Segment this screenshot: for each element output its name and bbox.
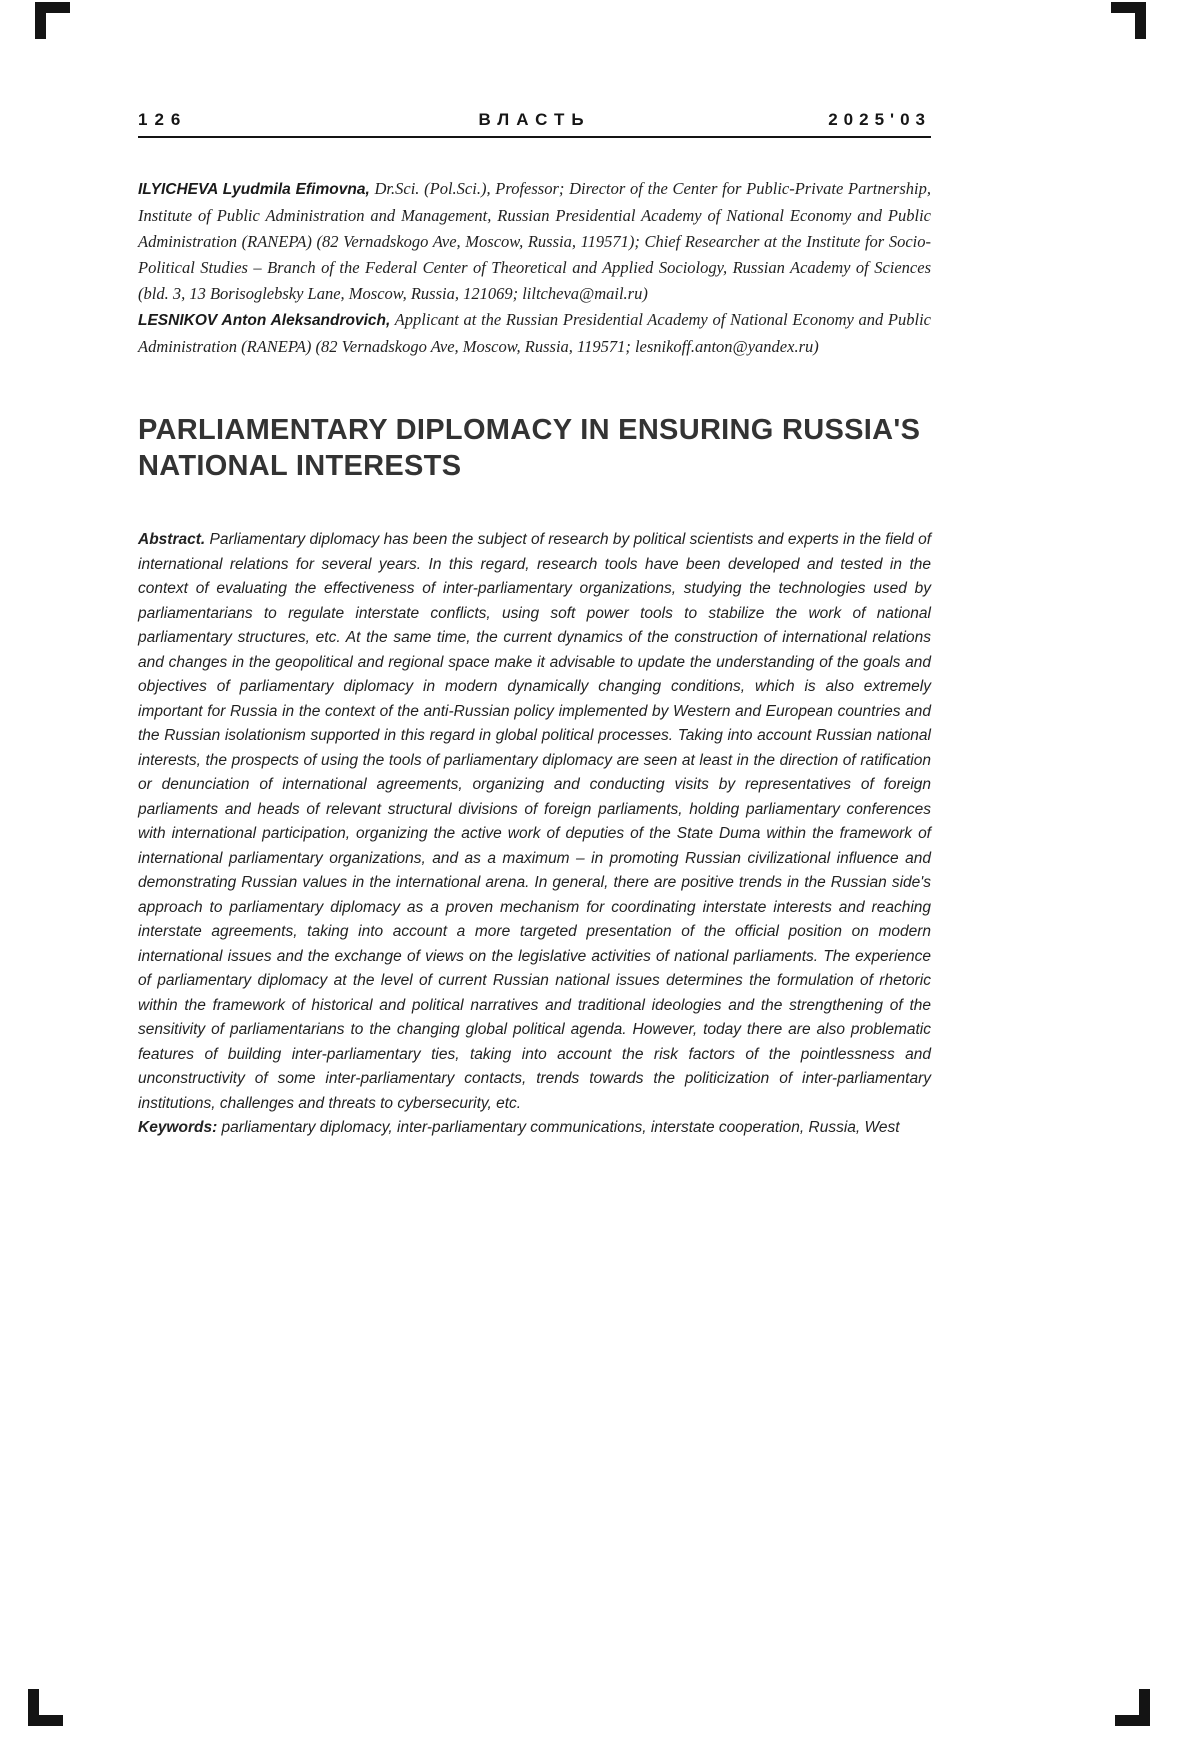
author-details: Dr.Sci. (Pol.Sci.), Professor; Director of the Center for Public-Private Partnership, Institute of Public Administration and Management, Russian Presidential Academy of National Economy and Public Administration (RANEPA) (82 Vernadskogo Ave, Moscow, Russia, 119571); Chief Researcher at the Institute for Socio-Political Studies – Branch of the Federal Center of Theoretical and Applied Sociology, Russian Academy of Sciences (bld. 3, 13 Borisoglebsky Lane, Moscow, Russia, 121069; liltcheva@mail.ru)	[138, 179, 931, 303]
author-details: Applicant at the Russian Presidential Academy of National Economy and Public Administration (RANEPA) (82 Vernadskogo Ave, Moscow, Russia, 119571; lesnikoff.anton@yandex.ru)	[138, 310, 931, 356]
page-content	[138, 0, 931, 1141]
author-paragraph	[138, 176, 931, 307]
crop-mark-top-right	[1111, 2, 1146, 39]
keywords-text: parliamentary diplomacy, inter-parliamentary communications, interstate cooperation, Russia, West	[217, 1119, 900, 1136]
running-head	[138, 110, 931, 130]
author-name: ILYICHEVA Lyudmila Efimovna,	[138, 181, 370, 198]
abstract-paragraph	[138, 528, 931, 1116]
journal-title: ВЛАСТЬ	[478, 110, 591, 129]
abstract-text: Parliamentary diplomacy has been the subject of research by political scientists and experts in the field of international relations for several years. In this regard, research tools have been developed and tested in the context of evaluating the effectiveness of inter-parliamentary organizations, studying the technologies used by parliamentarians to regulate interstate conflicts, using soft power tools to stabilize the work of national parliamentary structures, etc. At the same time, the current dynamics of the construction of international relations and changes in the geopolitical and regional space make it advisable to update the understanding of the goals and objectives of parliamentary diplomacy in modern dynamically changing conditions, which is also extremely important for Russia in the context of the anti-Russian policy implemented by Western and European countries and the Russian isolationism supported in this regard in global political processes. Taking into account Russian national interests, the prospects of using the tools of parliamentary diplomacy are seen at least in the direction of ratification or denunciation of international agreements, organizing and conducting visits by representatives of foreign parliaments and heads of relevant structural divisions of foreign parliaments, holding parliamentary conferences with international participation, organizing the active work of deputies of the State Duma within the framework of international parliamentary organizations, and as a maximum – in promoting Russian civilizational influence and demonstrating Russian values in the international arena. In general, there are positive trends in the Russian side's approach to parliamentary diplomacy as a proven mechanism for coordinating interstate interests and reaching interstate agreements, taking into account a more targeted presentation of the official position on modern international issues and the exchange of views on the legislative activities of national parliaments. The experience of parliamentary diplomacy at the level of current Russian national issues determines the formulation of rhetoric within the framework of historical and political narratives and traditional ideologies and the strengthening of the sensitivity of parliamentarians to the changing global political agenda. However, today there are also problematic features of building inter-parliamentary ties, taking into account the risk factors of the pointlessness and unconstructivity of some inter-parliamentary contacts, trends towards the politicization of inter-parliamentary institutions, challenges and threats to cybersecurity, etc.	[138, 531, 931, 1112]
page-number: 126	[138, 110, 188, 129]
header-rule	[138, 136, 931, 138]
authors-block	[138, 176, 931, 360]
keywords-paragraph	[138, 1116, 931, 1141]
article-title: PARLIAMENTARY DIPLOMACY IN ENSURING RUSSIA'S NATIONAL INTERESTS	[138, 414, 921, 482]
crop-mark-top-left	[35, 2, 70, 39]
issue-number: 2025'03	[828, 110, 931, 129]
crop-mark-bottom-left	[28, 1689, 63, 1726]
abstract-block	[138, 528, 931, 1141]
abstract-label: Abstract.	[138, 531, 206, 548]
author-name: LESNIKOV Anton Aleksandrovich,	[138, 312, 391, 329]
crop-mark-bottom-right	[1115, 1689, 1150, 1726]
keywords-label: Keywords:	[138, 1119, 218, 1136]
author-paragraph	[138, 307, 931, 360]
